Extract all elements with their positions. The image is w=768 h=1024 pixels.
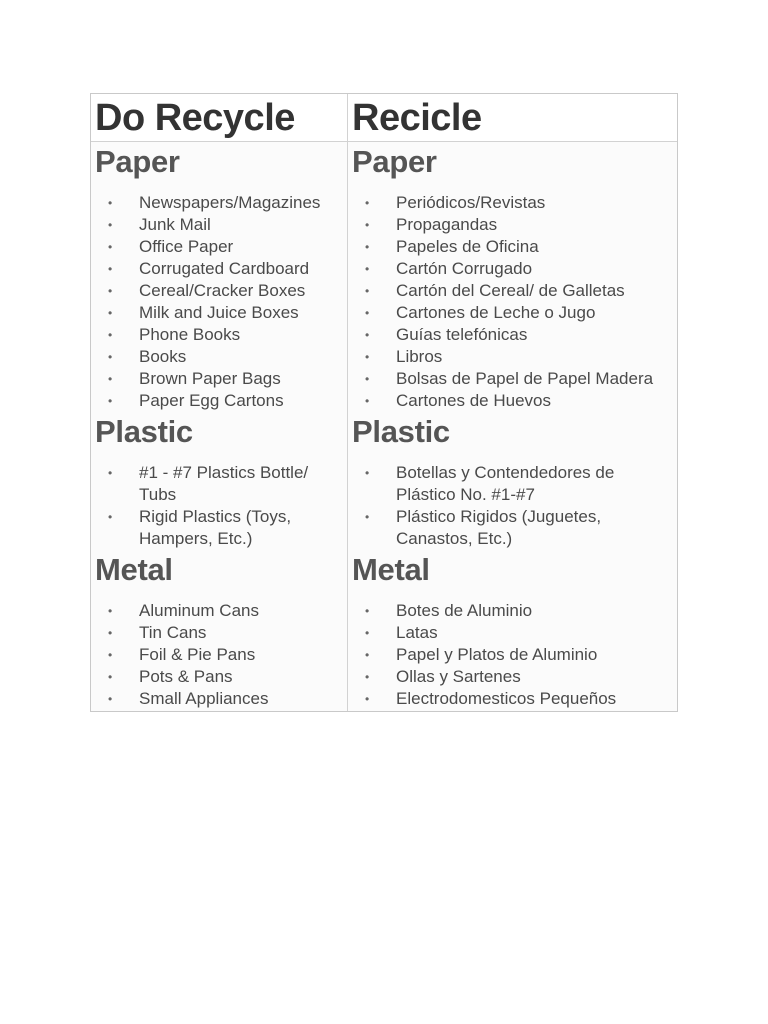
list-item: • Botes de Aluminio [365,601,533,620]
bullet-icon: • [365,306,370,320]
list-item: • Corrugated Cardboard [108,259,310,278]
english-column-title: Do Recycle [95,97,295,139]
bullet-icon: • [108,218,113,232]
bullet-icon: • [365,626,370,640]
bullet-icon: • [365,284,370,298]
bullet-icon: • [108,240,113,254]
list-item: • Periódicos/Revistas [365,193,546,212]
list-item: • Botellas y Contendedores de Plástico No. #1-#7 [365,463,615,504]
bullet-icon: • [108,466,113,480]
spanish-column [348,94,677,711]
list-item: • Propagandas [365,215,498,234]
recycling-table [90,93,678,712]
list-item: • Small Appliances [108,689,269,708]
bullet-icon: • [365,670,370,684]
list-item: • Papeles de Oficina [365,237,539,256]
bullet-icon: • [108,328,113,342]
list-item: • Aluminum Cans [108,601,259,620]
list-item: • Guías telefónicas [365,325,528,344]
english-plastic-list [91,462,331,550]
list-item: • Rigid Plastics (Toys, Hampers, Etc.) [108,507,292,548]
bullet-icon: • [108,394,113,408]
list-item: • Phone Books [108,325,241,344]
english-paper-heading: Paper [95,144,180,179]
list-item: • Newspapers/Magazines [108,193,321,212]
list-item: • Junk Mail [108,215,211,234]
bullet-icon: • [365,510,370,524]
bullet-icon: • [365,350,370,364]
list-item: • Cartón del Cereal/ de Galletas [365,281,625,300]
english-paper-list [91,192,347,412]
spanish-metal-heading: Metal [352,552,430,587]
bullet-icon: • [365,394,370,408]
list-item: • Papel y Platos de Aluminio [365,645,598,664]
list-item: • Cartones de Leche o Jugo [365,303,596,322]
english-metal-heading: Metal [95,552,173,587]
bullet-icon: • [108,284,113,298]
list-item: • Bolsas de Papel de Papel Madera [365,369,654,388]
spanish-plastic-heading: Plastic [352,414,450,449]
list-item: • Brown Paper Bags [108,369,281,388]
bullet-icon: • [108,626,113,640]
list-item: • Foil & Pie Pans [108,645,256,664]
bullet-icon: • [365,466,370,480]
bullet-icon: • [365,196,370,210]
spanish-metal-list [348,600,677,710]
bullet-icon: • [365,372,370,386]
list-item: • Cereal/Cracker Boxes [108,281,306,300]
list-item: • Cartón Corrugado [365,259,533,278]
bullet-icon: • [365,604,370,618]
list-item: • Libros [365,347,443,366]
list-item: • Cartones de Huevos [365,391,551,410]
list-item: • Pots & Pans [108,667,233,686]
english-column [91,94,347,711]
list-item: • Latas [365,623,438,642]
bullet-icon: • [365,262,370,276]
list-item: • Ollas y Sartenes [365,667,521,686]
list-item: • Milk and Juice Boxes [108,303,299,322]
english-metal-list [91,600,347,710]
bullet-icon: • [108,196,113,210]
spanish-plastic-list [348,462,638,550]
bullet-icon: • [365,240,370,254]
bullet-icon: • [365,692,370,706]
bullet-icon: • [365,328,370,342]
spanish-column-title: Recicle [352,97,482,139]
list-item: • Plástico Rigidos (Juguetes, Canastos, Etc.) [365,507,602,548]
list-item: • Tin Cans [108,623,207,642]
list-item: • Office Paper [108,237,234,256]
english-plastic-heading: Plastic [95,414,193,449]
bullet-icon: • [108,692,113,706]
spanish-paper-list [348,192,677,412]
spanish-paper-heading: Paper [352,144,437,179]
bullet-icon: • [108,350,113,364]
list-item: • Books [108,347,187,366]
bullet-icon: • [108,648,113,662]
list-item: • Paper Egg Cartons [108,391,284,410]
list-item: • Electrodomesticos Pequeños [365,689,617,708]
bullet-icon: • [365,218,370,232]
bullet-icon: • [365,648,370,662]
bullet-icon: • [108,262,113,276]
list-item: • #1 - #7 Plastics Bottle/ Tubs [108,463,309,504]
bullet-icon: • [108,372,113,386]
bullet-icon: • [108,604,113,618]
bullet-icon: • [108,510,113,524]
bullet-icon: • [108,670,113,684]
bullet-icon: • [108,306,113,320]
